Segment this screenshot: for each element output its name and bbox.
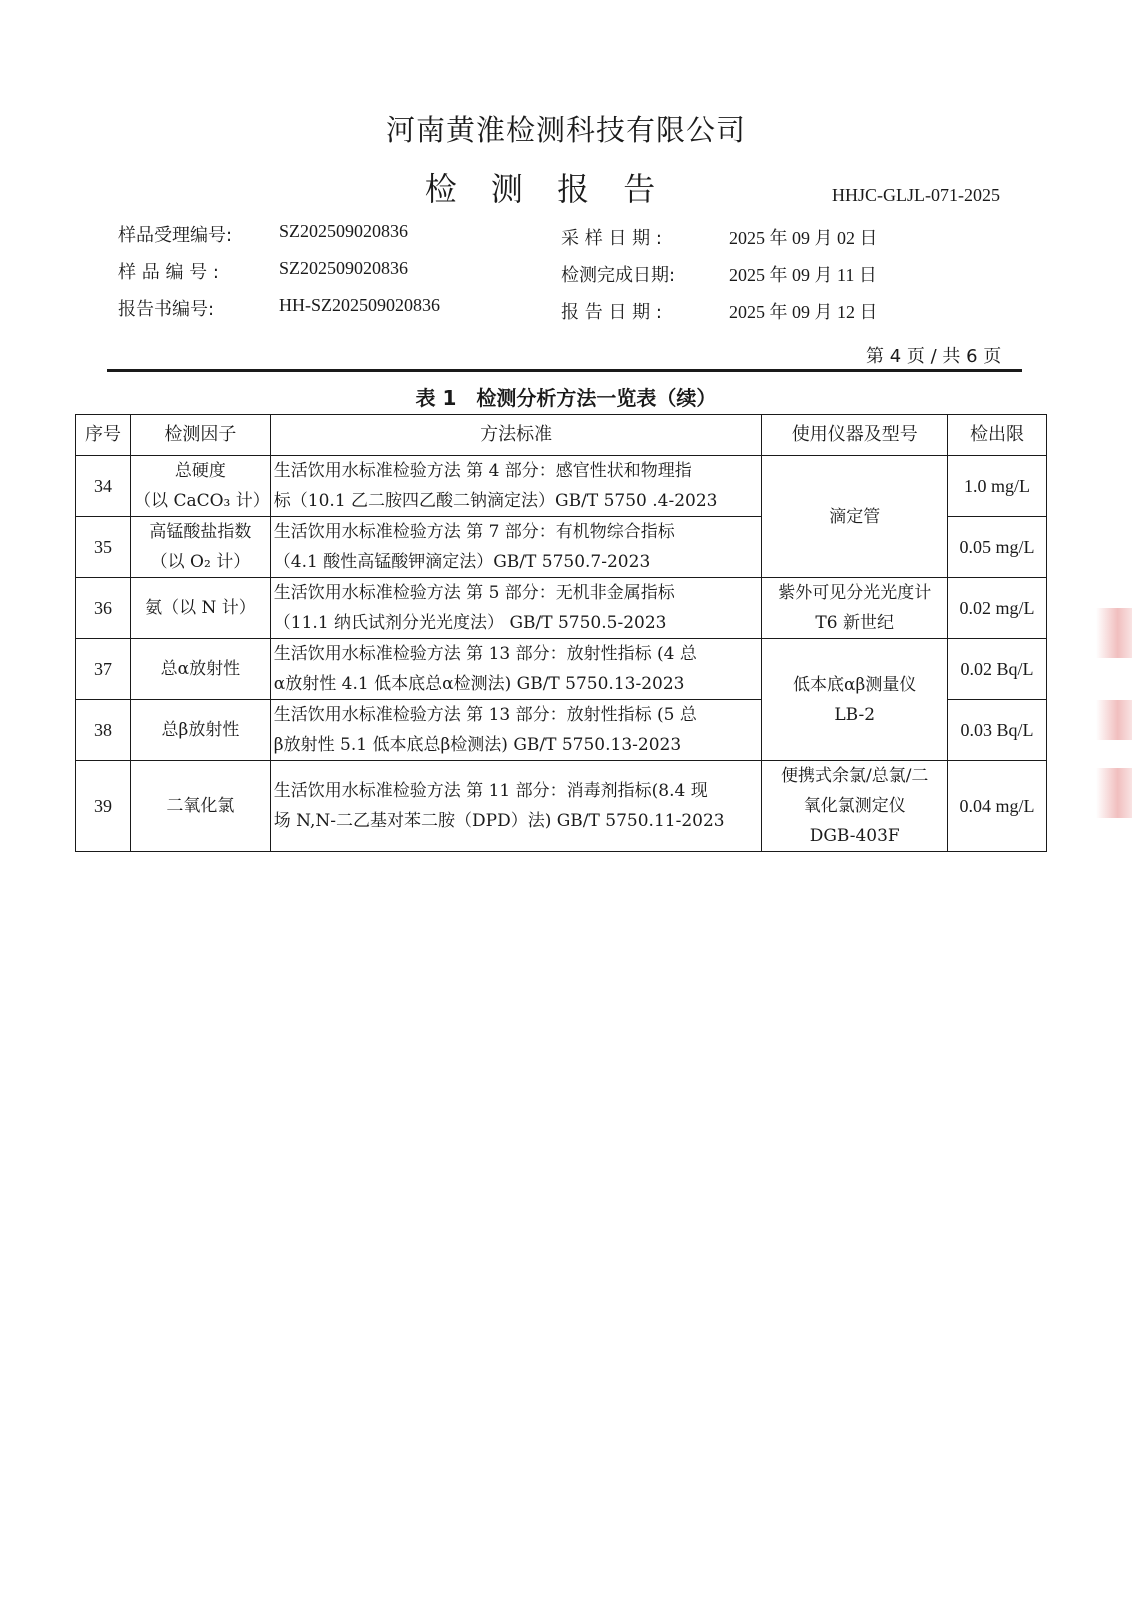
seal-stamp-edge bbox=[1096, 768, 1132, 818]
completion-date: 2025 年 09 月 11 日 bbox=[729, 265, 877, 285]
table-row bbox=[76, 761, 1047, 852]
row-method bbox=[270, 517, 762, 578]
method-line: 场 N,N-二乙基对苯二胺（DPD）法) GB/T 5750.11-2023 bbox=[273, 811, 725, 831]
method-line: 生活饮用水标准检验方法 第 5 部分：无机非金属指标 bbox=[273, 583, 675, 603]
instrument-line: 氧化氯测定仪 bbox=[803, 796, 906, 816]
header-rule bbox=[107, 369, 1022, 372]
sample-no: SZ202509020836 bbox=[279, 258, 409, 278]
row-instrument bbox=[762, 578, 948, 639]
report-date: 2025 年 09 月 12 日 bbox=[729, 302, 878, 322]
header-instrument: 使用仪器及型号 bbox=[762, 415, 948, 456]
row-limit: 0.04 mg/L bbox=[948, 761, 1047, 852]
method-line: 生活饮用水标准检验方法 第 4 部分：感官性状和物理指 bbox=[273, 461, 692, 481]
report-code: HHJC-GLJL-071-2025 bbox=[832, 185, 1000, 205]
page-info: 第 4 页 / 共 6 页 bbox=[866, 346, 1002, 367]
instrument-line: 便携式余氯/总氯/二 bbox=[780, 766, 929, 786]
method-line: 生活饮用水标准检验方法 第 11 部分：消毒剂指标(8.4 现 bbox=[273, 781, 708, 801]
completion-date-label: 检测完成日期: bbox=[561, 265, 676, 286]
row-method bbox=[270, 700, 762, 761]
method-line: β放射性 5.1 低本底总β检测法) GB/T 5750.13-2023 bbox=[273, 735, 682, 755]
table-row bbox=[76, 578, 1047, 639]
method-line: 生活饮用水标准检验方法 第 7 部分：有机物综合指标 bbox=[273, 522, 675, 542]
row-no: 35 bbox=[76, 517, 131, 578]
method-line: 标（10.1 乙二胺四乙酸二钠滴定法）GB/T 5750 .4-2023 bbox=[273, 491, 718, 511]
row-no: 39 bbox=[76, 761, 131, 852]
row-limit: 0.02 Bq/L bbox=[948, 639, 1047, 700]
report-date-label: 报 告 日 期 : bbox=[561, 302, 662, 323]
sampling-date: 2025 年 09 月 02 日 bbox=[729, 228, 878, 248]
instrument-line: 紫外可见分光光度计 bbox=[778, 583, 932, 603]
row-factor: 总β放射性 bbox=[131, 700, 271, 761]
table-row bbox=[76, 639, 1047, 700]
header-method: 方法标准 bbox=[270, 415, 762, 456]
row-limit: 0.03 Bq/L bbox=[948, 700, 1047, 761]
sample-accept-no-label: 样品受理编号: bbox=[118, 225, 233, 246]
row-limit: 1.0 mg/L bbox=[948, 456, 1047, 517]
row-instrument bbox=[762, 761, 948, 852]
instrument-line: DGB-403F bbox=[809, 826, 900, 846]
row-factor: 总α放射性 bbox=[131, 639, 271, 700]
report-no: HH-SZ202509020836 bbox=[279, 295, 440, 315]
row-method bbox=[270, 578, 762, 639]
row-method bbox=[270, 456, 762, 517]
table-row bbox=[76, 456, 1047, 517]
sample-accept-no: SZ202509020836 bbox=[279, 221, 409, 241]
instrument-line: 低本底αβ测量仪 bbox=[793, 674, 917, 695]
sample-no-label: 样 品 编 号 : bbox=[118, 262, 219, 283]
row-factor bbox=[131, 517, 271, 578]
method-line: 生活饮用水标准检验方法 第 13 部分：放射性指标 (4 总 bbox=[273, 644, 697, 664]
row-limit: 0.02 mg/L bbox=[948, 578, 1047, 639]
header-no: 序号 bbox=[76, 415, 131, 456]
report-title: 检 测 报 告 bbox=[424, 170, 668, 208]
table-caption: 表 1 检测分析方法一览表（续） bbox=[415, 386, 717, 410]
seal-stamp-edge bbox=[1096, 608, 1132, 658]
row-factor bbox=[131, 456, 271, 517]
table-header-row bbox=[76, 415, 1047, 456]
seal-stamp-edge bbox=[1096, 700, 1132, 740]
sampling-date-label: 采 样 日 期 : bbox=[561, 228, 662, 249]
row-no: 34 bbox=[76, 456, 131, 517]
company-name: 河南黄淮检测科技有限公司 bbox=[385, 113, 746, 147]
row-instrument: 滴定管 bbox=[762, 456, 948, 578]
factor-line: （以 CaCO₃ 计） bbox=[134, 491, 270, 511]
row-no: 38 bbox=[76, 700, 131, 761]
header-limit: 检出限 bbox=[948, 415, 1047, 456]
row-limit: 0.05 mg/L bbox=[948, 517, 1047, 578]
row-factor: 氨（以 N 计） bbox=[131, 578, 271, 639]
row-no: 36 bbox=[76, 578, 131, 639]
factor-line: 总硬度 bbox=[174, 461, 226, 481]
factor-line: 高锰酸盐指数 bbox=[149, 522, 252, 542]
instrument-line: LB-2 bbox=[834, 704, 876, 725]
instrument-line: T6 新世纪 bbox=[815, 613, 894, 633]
method-line: α放射性 4.1 低本底总α检测法) GB/T 5750.13-2023 bbox=[273, 674, 685, 694]
row-method bbox=[270, 761, 762, 852]
header-factor: 检测因子 bbox=[131, 415, 271, 456]
method-line: （11.1 纳氏试剂分光光度法） GB/T 5750.5-2023 bbox=[273, 613, 667, 633]
row-no: 37 bbox=[76, 639, 131, 700]
method-line: （4.1 酸性高锰酸钾滴定法）GB/T 5750.7-2023 bbox=[273, 552, 651, 572]
factor-line: （以 O₂ 计） bbox=[150, 552, 251, 572]
row-instrument bbox=[762, 639, 948, 761]
row-method bbox=[270, 639, 762, 700]
row-factor: 二氧化氯 bbox=[131, 761, 271, 852]
methods-table bbox=[75, 414, 1047, 852]
method-line: 生活饮用水标准检验方法 第 13 部分：放射性指标 (5 总 bbox=[273, 705, 697, 725]
report-no-label: 报告书编号: bbox=[118, 299, 215, 320]
